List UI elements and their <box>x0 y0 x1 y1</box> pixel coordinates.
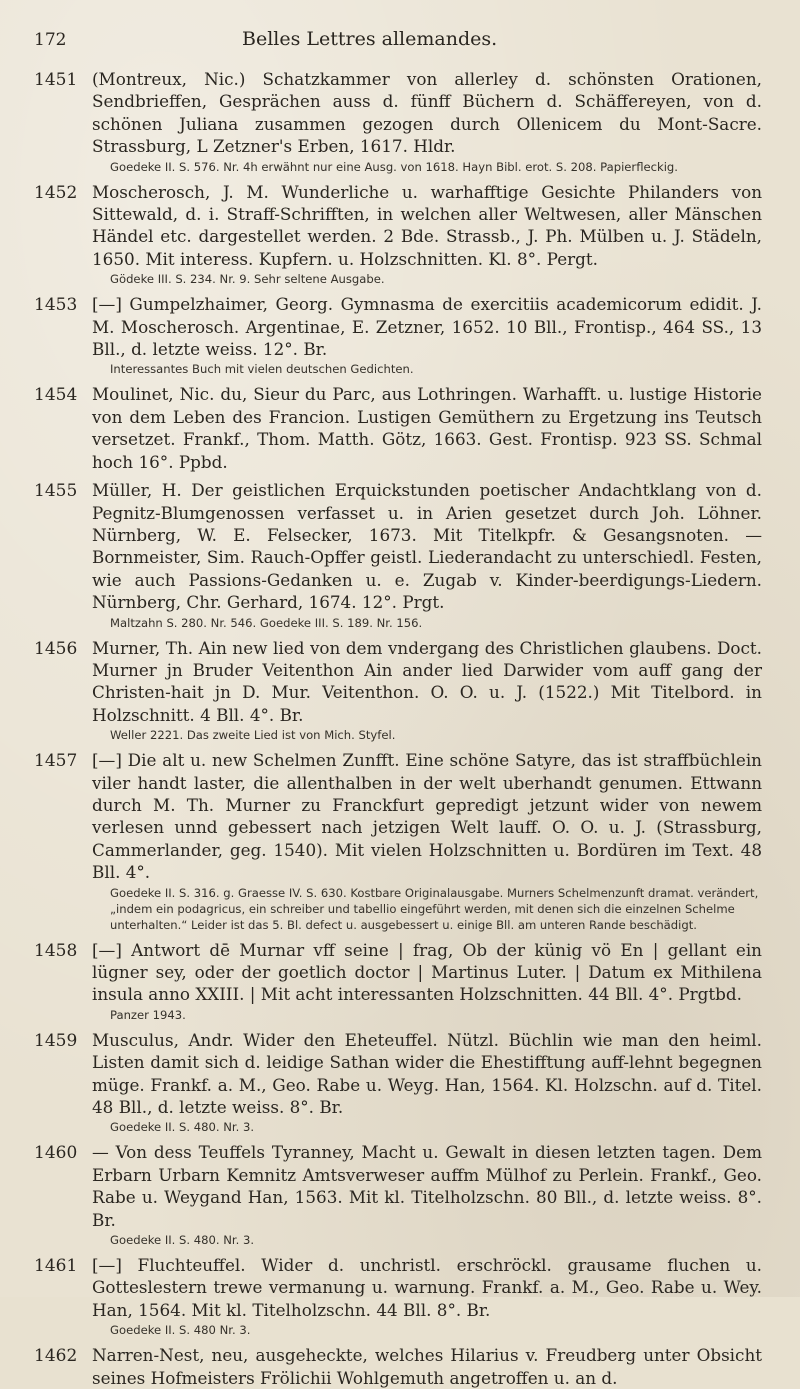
entry-text: Moulinet, Nic. du, Sieur du Parc, aus Lothringen. Warhafft. u. lustige Historie von dem Leben des Francion. Lustigen Gemüthern zu Ergetzung ins Teutsch versetzet. Frankf., Thom. Matth. Götz, 1663. Gest. Frontisp. 923 SS. Schmal hoch 16°. Ppbd. <box>92 384 762 472</box>
entry-note: Interessantes Buch mit vielen deutschen Gedichten. <box>110 362 414 377</box>
entry-text: [—] Antwort dē Murnar vff seine | frag, Ob der künig vö En | gellant ein lügner sey, oder der goetlich doctor | Martinus Luter. | Datum ex Mithilena insula anno XXIII. | Mit acht interessanten Holzschnitten. 44 Bll. 4°. Prgtbd. <box>92 939 762 1005</box>
entry-number: 1451 <box>34 70 78 90</box>
entry-number: 1454 <box>34 385 78 406</box>
entry-number: 1453 <box>34 295 78 316</box>
entry-number: 1452 <box>34 182 78 203</box>
entry-number: 1462 <box>34 1346 78 1367</box>
entry-note: Goedeke II. S. 316. g. Graesse IV. S. 630. Kostbare Originalausgabe. Murners Schelmenzunft dramat. verändert, „indem ein podagricus, ein schreiber und tabellio eingeführt werden, mit denen sich die einzelnen Schelme unterhalten.“ Leider ist das 5. Bl. defect u. ausgebessert u. einige Bll. am unteren Rande beschädigt. <box>110 885 759 932</box>
entry-number: 1460 <box>34 1143 78 1164</box>
entry-text: [—] Fluchteuffel. Wider d. unchristl. erschröckl. grausame fluchen u. Gotteslestern trewe vermanung u. warnung. Frankf. a. M., Geo. Rabe u. Wey. Han, 1564. Mit kl. Titelholzschn. 44 Bll. 8°. Br. <box>92 1255 762 1320</box>
entry-text: Moscherosch, J. M. Wunderliche u. warhafftige Gesichte Philanders von Sittewald, d. i. Straff-Schrifften, in welchen aller Weltwesen, aller Mänschen Händel etc. dargestellet werden. 2 Bde. Strassb., J. Ph. Mülben u. J. Städeln, 1650. Mit interess. Kupfern. u. Holzschnitten. Kl. 8°. Pergt. <box>92 181 762 269</box>
catalog-entry <box>34 1029 762 1136</box>
entry-note: Goedeke II. S. 480. Nr. 3. <box>110 1233 255 1248</box>
entry-note: Panzer 1943. <box>110 1007 186 1022</box>
entry-text: Narren-Nest, neu, ausgeheckte, welches Hilarius v. Freudberg unter Obsicht seines Hofmeisters Frölichii Wohlgemuth angetroffen u. an d. <box>92 1345 762 1388</box>
page-header <box>34 28 762 62</box>
entry-number: 1458 <box>34 940 78 961</box>
catalog-entry <box>34 1254 762 1338</box>
entry-note: Weller 2221. Das zweite Lied ist von Mich. Styfel. <box>110 728 396 743</box>
entry-note: Maltzahn S. 280. Nr. 546. Goedeke III. S. 189. Nr. 156. <box>110 615 423 630</box>
entry-number: 1457 <box>34 751 78 772</box>
catalog-entry <box>34 939 762 1023</box>
entry-note: Goedeke II. S. 480. Nr. 3. <box>110 1120 255 1135</box>
entry-text: [—] Gumpelzhaimer, Georg. Gymnasma de exercitiis academicorum edidit. J. M. Moscherosch. Argentinae, E. Zetzner, 1652. 10 Bll., Frontisp., 464 SS., 13 Bll., d. letzte weiss. 12°. Br. <box>92 294 762 360</box>
catalog-entry <box>34 68 762 175</box>
entry-number: 1459 <box>34 1030 78 1051</box>
entry-text: (Montreux, Nic.) Schatzkammer von allerley d. schönsten Orationen, Sendbrieffen, Gesprächen auss d. fünff Büchern d. Schäffereyen, von d. schönen Juliana zusammen gezogen durch Ollenicem du Mont-Sacre. Strassburg, L Zetzner's Erben, 1617. Hldr. <box>92 69 762 157</box>
catalog-entry <box>34 479 762 630</box>
running-title: Belles Lettres allemandes. <box>242 28 498 50</box>
catalog-entry <box>34 181 762 288</box>
entry-number: 1456 <box>34 638 78 659</box>
entry-text: Murner, Th. Ain new lied von dem vndergang des Christlichen glaubens. Doct. Murner jn Bruder Veitenthon Ain ander lied Darwider vom auff gang der Christen-hait jn D. Mur. Veitenthon. O. O. u. J. (1522.) Mit Titelbord. in Holzschnitt. 4 Bll. 4°. Br. <box>92 637 762 725</box>
catalog-entry <box>34 383 762 473</box>
entry-text: — Von dess Teuffels Tyranney, Macht u. Gewalt in diesen letzten tagen. Dem Erbarn Urbarn Kemnitz Amtsverweser auffm Mülhof zu Perlein. Frankf., Geo. Rabe u. Weygand Han, 1563. Mit kl. Titelholzschn. 80 Bll., d. letzte weiss. 8°. Br. <box>92 1142 762 1230</box>
catalog-entry <box>34 293 762 377</box>
catalog-entry <box>34 1141 762 1248</box>
catalog-entry <box>34 637 762 744</box>
entry-text: Musculus, Andr. Wider den Eheteuffel. Nützl. Büchlin wie man den heiml. Listen damit sich d. leidige Sathan wider die Ehestifftung auff-lehnt begegnen müge. Frankf. a. M., Geo. Rabe u. Weyg. Han, 1564. Kl. Holzschn. auf d. Titel. 48 Bll., d. letzte weiss. 8°. Br. <box>92 1029 762 1118</box>
entry-note: Gödeke III. S. 234. Nr. 9. Sehr seltene Ausgabe. <box>110 272 385 287</box>
entry-text: Müller, H. Der geistlichen Erquickstunden poetischer Andachtklang von d. Pegnitz-Blumgenossen verfasset u. in Arien gesetzet durch Joh. Löhner. Nürnberg, W. E. Felsecker, 1673. Mit Titelkpfr. & Gesangsnoten. — Bornmeister, Sim. Rauch-Opffer geistl. Liederandacht zu unterschiedl. Festen, wie auch Passions-Gedanken u. e. Zugab v. Kinder-beerdigungs-Liedern. Nürnberg, Chr. Gerhard, 1674. 12°. Prgt. <box>92 480 762 613</box>
page-number: 172 <box>34 30 67 50</box>
catalog-entry <box>34 1344 762 1389</box>
entry-number: 1461 <box>34 1256 78 1277</box>
entry-text: [—] Die alt u. new Schelmen Zunfft. Eine schöne Satyre, das ist straffbüchlein viler handt laster, die allenthalben in der welt uberhandt genumen. Ettwann durch M. Th. Murner zu Franckfurt gepredigt jetzunt wider von newem verlesen unnd gebessert nach jetzigen Welt lauff. O. O. u. J. (Strassburg, Cammerlander, geg. 1540). Mit vielen Holzschnitten u. Bordüren im Text. 48 Bll. 4°. <box>92 750 762 883</box>
catalog-entry <box>34 749 762 932</box>
entry-note: Goedeke II. S. 480 Nr. 3. <box>110 1323 251 1338</box>
entry-number: 1455 <box>34 481 78 502</box>
entry-note: Goedeke II. S. 576. Nr. 4h erwähnt nur eine Ausg. von 1618. Hayn Bibl. erot. S. 208. Papierfleckig. <box>110 159 678 174</box>
